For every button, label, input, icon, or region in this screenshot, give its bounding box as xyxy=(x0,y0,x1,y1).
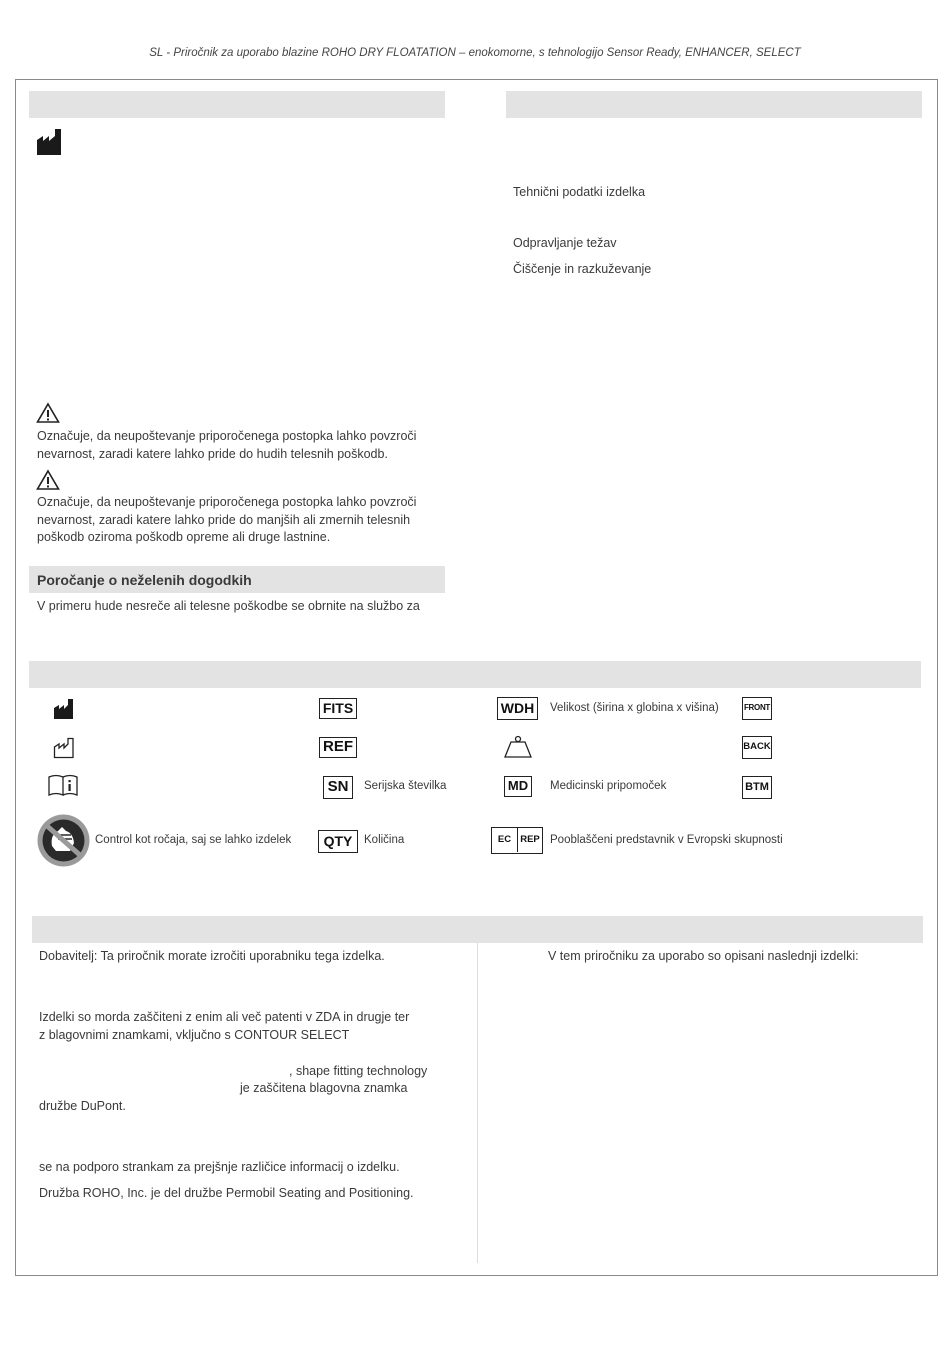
warning-icon xyxy=(36,402,60,429)
instructions-icon xyxy=(47,774,80,802)
adverse-events-title: Poročanje o neželenih dogodkih xyxy=(37,572,252,588)
md-symbol: MD xyxy=(504,776,532,797)
ec-rep-symbol xyxy=(491,827,543,854)
wdh-label: Velikost (širina x globina x višina) xyxy=(550,702,719,714)
products-intro: V tem priročniku za uporabo so opisani naslednji izdelki: xyxy=(548,949,859,963)
trademark-text: družbe DuPont. xyxy=(39,1099,126,1113)
manufacturer-icon xyxy=(36,127,63,161)
qty-symbol: QTY xyxy=(318,830,358,853)
front-symbol: FRONT xyxy=(742,697,772,720)
ref-symbol: REF xyxy=(319,737,357,758)
sn-symbol: SN xyxy=(323,776,353,799)
no-handle-label: Control kot ročaja, saj se lahko izdelek xyxy=(95,834,292,846)
patent-text: z blagovnimi znamkami, vključno s CONTOUR SELECT xyxy=(39,1028,350,1042)
fits-symbol: FITS xyxy=(319,698,357,719)
no-handle-icon xyxy=(36,813,91,873)
toc-item-troubleshooting[interactable]: Odpravljanje težav xyxy=(513,236,617,250)
back-symbol: BACK xyxy=(742,736,772,759)
symbols-bar xyxy=(29,661,921,688)
column-divider xyxy=(477,943,478,1263)
trademark-text: je zaščitena blagovna znamka xyxy=(240,1081,408,1095)
btm-symbol: BTM xyxy=(742,776,772,799)
page-header-title: SL - Priročnik za uporabo blazine ROHO DRY FLOATATION – enokomorne, s tehnologijo Sensor Ready, ENHANCER, SELECT xyxy=(149,47,801,59)
rep-label: REP xyxy=(520,834,540,845)
warning-text: nevarnost, zaradi katere lahko pride do hudih telesnih poškodb. xyxy=(37,447,388,461)
section-bar-right xyxy=(506,91,922,118)
ec-rep-label: Pooblaščeni predstavnik v Evropski skupnosti xyxy=(550,834,783,846)
caution-text: poškodb oziroma poškodb opreme ali druge lastnine. xyxy=(37,530,331,544)
supplier-note: Dobavitelj: Ta priročnik morate izročiti uporabniku tega izdelka. xyxy=(39,949,385,963)
caution-text: nevarnost, zaradi katere lahko pride do manjših ali zmernih telesnih xyxy=(37,513,411,527)
sn-label: Serijska številka xyxy=(364,780,447,792)
toc-item-technical-data[interactable]: Tehnični podatki izdelka xyxy=(513,185,646,199)
wdh-symbol: WDH xyxy=(497,697,538,720)
warning-text: Označuje, da neupoštevanje priporočenega postopka lahko povzroči xyxy=(37,429,417,443)
company-text: Družba ROHO, Inc. je del družbe Permobil Seating and Positioning. xyxy=(39,1186,414,1200)
caution-icon xyxy=(36,469,60,496)
md-label: Medicinski pripomoček xyxy=(550,780,667,792)
patent-text: Izdelki so morda zaščiteni z enim ali več patenti v ZDA in drugje ter xyxy=(39,1010,410,1024)
qty-label: Količina xyxy=(364,834,405,846)
support-text: se na podporo strankam za prejšnje različice informacij o izdelku. xyxy=(39,1160,400,1174)
weight-icon xyxy=(503,735,533,764)
section-bar-left xyxy=(29,91,445,118)
caution-text: Označuje, da neupoštevanje priporočenega postopka lahko povzroči xyxy=(37,495,417,509)
trademark-text: , shape fitting technology xyxy=(289,1064,428,1078)
adverse-events-text: V primeru hude nesreče ali telesne poškodbe se obrnite na službo za xyxy=(37,599,420,613)
toc-item-cleaning[interactable]: Čiščenje in razkuževanje xyxy=(513,262,652,276)
manufacture-date-icon xyxy=(53,736,75,764)
ec-label: EC xyxy=(492,828,518,852)
bottom-section-bar xyxy=(32,916,923,943)
manufacturer-icon xyxy=(53,697,75,725)
